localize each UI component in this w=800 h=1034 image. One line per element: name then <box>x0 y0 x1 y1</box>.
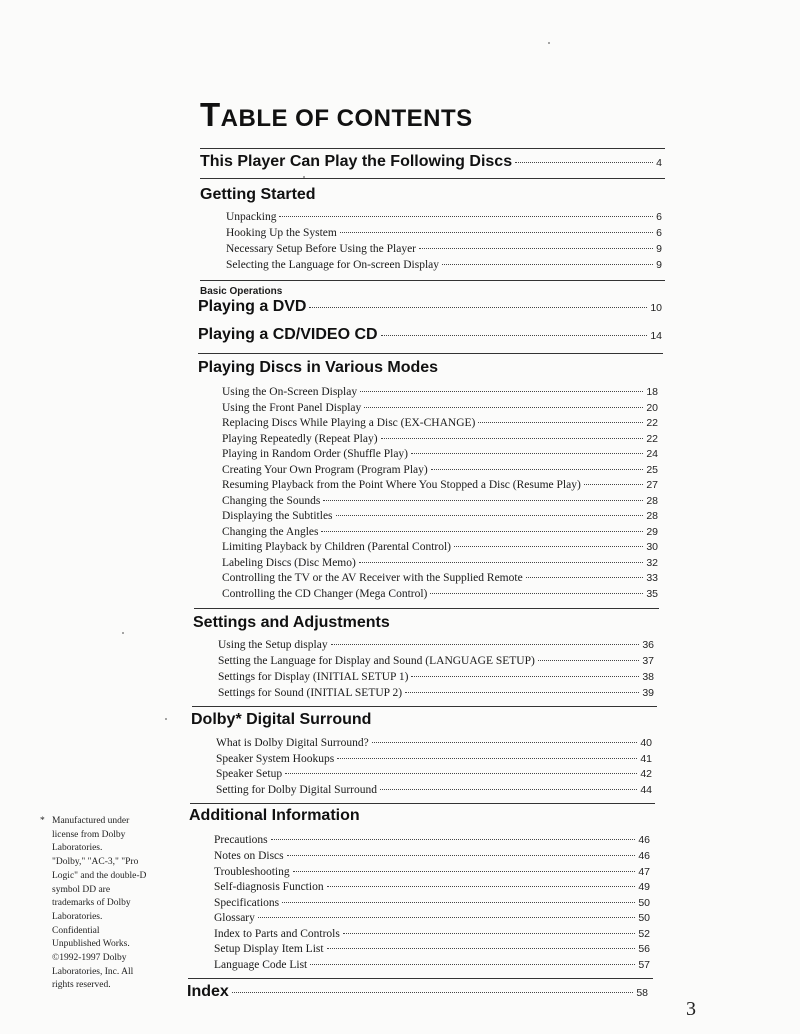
dot-leader <box>515 162 653 163</box>
dot-leader <box>364 407 643 408</box>
dot-leader <box>359 562 643 563</box>
toc-entry[interactable]: Setting for Dolby Digital Surround 44 <box>216 784 652 796</box>
dot-leader <box>431 469 644 470</box>
scan-speck <box>165 718 167 720</box>
page-number: 3 <box>686 998 696 1020</box>
toc-entry[interactable]: Settings for Sound (INITIAL SETUP 2) 39 <box>218 687 654 699</box>
toc-entry[interactable]: Changing the Angles 29 <box>222 525 658 538</box>
toc-entry[interactable]: Changing the Sounds 28 <box>222 494 658 507</box>
toc-entry[interactable]: Speaker System Hookups 41 <box>216 753 652 765</box>
toc-entry-playing-dvd[interactable]: Playing a DVD 10 <box>198 298 662 315</box>
dot-leader <box>293 871 636 872</box>
footnote-marker: * <box>40 816 45 826</box>
dot-leader <box>584 484 644 485</box>
dot-leader <box>279 216 653 217</box>
divider <box>200 280 665 281</box>
toc-entry[interactable]: Settings for Display (INITIAL SETUP 1) 38 <box>218 671 654 683</box>
dot-leader <box>340 232 653 233</box>
toc-entry-index[interactable]: Index 58 <box>187 983 648 1000</box>
dot-leader <box>405 692 639 693</box>
dot-leader <box>419 248 653 249</box>
divider <box>200 178 665 179</box>
toc-entry[interactable]: Using the On-Screen Display 18 <box>222 386 658 398</box>
scan-speck <box>303 176 305 178</box>
divider <box>200 148 665 149</box>
dot-leader <box>336 515 644 516</box>
scan-speck <box>548 42 550 44</box>
section-settings: Settings and Adjustments <box>193 614 390 631</box>
dot-leader <box>430 593 643 594</box>
basic-operations-label: Basic Operations <box>200 286 283 297</box>
toc-entry[interactable]: Specifications 50 <box>214 896 650 909</box>
toc-entry[interactable]: What is Dolby Digital Surround? 40 <box>216 737 652 749</box>
divider <box>192 706 657 707</box>
dot-leader <box>372 742 638 743</box>
toc-entry[interactable]: Controlling the TV or the AV Receiver with the Supplied Remote 33 <box>222 572 658 584</box>
toc-entry[interactable]: Controlling the CD Changer (Mega Control) 35 <box>222 587 658 600</box>
dot-leader <box>381 438 644 439</box>
toc-entry[interactable]: Setup Display Item List 56 <box>214 943 650 955</box>
dot-leader <box>343 933 635 934</box>
toc-entry[interactable]: Unpacking 6 <box>226 211 662 223</box>
dot-leader <box>360 391 643 392</box>
divider <box>188 978 653 979</box>
dot-leader <box>258 917 635 918</box>
dot-leader <box>309 307 647 308</box>
dot-leader <box>337 758 637 759</box>
toc-entry[interactable]: Index to Parts and Controls 52 <box>214 927 650 940</box>
dot-leader <box>411 676 639 677</box>
dot-leader <box>285 773 637 774</box>
divider <box>194 608 659 609</box>
page-title: TABLE OF CONTENTS <box>200 96 473 133</box>
toc-entry[interactable]: Creating Your Own Program (Program Play) 25 <box>222 463 658 476</box>
section-various-modes: Playing Discs in Various Modes <box>198 359 439 376</box>
dot-leader <box>287 855 636 856</box>
dot-leader <box>380 789 637 790</box>
section-getting-started: Getting Started <box>200 186 316 203</box>
dot-leader <box>442 264 653 265</box>
toc-entry[interactable]: Replacing Discs While Playing a Disc (EX-CHANGE) 22 <box>222 417 658 429</box>
toc-entry[interactable]: Limiting Playback by Children (Parental Control) 30 <box>222 541 658 553</box>
toc-entry[interactable]: Hooking Up the System 6 <box>226 227 662 239</box>
dot-leader <box>478 422 643 423</box>
footnote-text: Manufactured under license from Dolby Laboratories. "Dolby," "AC-3," "Pro Logic" and the double-D symbol DD are trademarks of Dolby Laboratories. Confidential Unpublished Works. ©1992-1997 Dolby Laboratories, Inc. All rights reserved. <box>52 816 147 991</box>
toc-entry[interactable]: Selecting the Language for On-screen Display 9 <box>226 259 662 271</box>
dot-leader <box>454 546 643 547</box>
dot-leader <box>538 660 639 661</box>
toc-entry[interactable]: Setting the Language for Display and Sound (LANGUAGE SETUP) 37 <box>218 655 654 667</box>
dolby-footnote <box>40 815 160 993</box>
scan-speck <box>122 632 124 634</box>
toc-entry[interactable]: Displaying the Subtitles 28 <box>222 510 658 522</box>
dot-leader <box>310 964 635 965</box>
dot-leader <box>526 577 644 578</box>
toc-entry[interactable]: Precautions 46 <box>214 834 650 846</box>
section-dolby: Dolby* Digital Surround <box>191 711 372 728</box>
dot-leader <box>327 948 636 949</box>
toc-entry[interactable]: Self-diagnosis Function 49 <box>214 881 650 893</box>
divider <box>198 353 663 354</box>
dot-leader <box>232 992 634 993</box>
dot-leader <box>282 902 635 903</box>
toc-entry[interactable]: Playing Repeatedly (Repeat Play) 22 <box>222 432 658 445</box>
dot-leader <box>327 886 636 887</box>
toc-entry[interactable]: Speaker Setup 42 <box>216 768 652 780</box>
toc-entry[interactable]: Troubleshooting 47 <box>214 865 650 878</box>
dot-leader <box>321 531 643 532</box>
toc-entry[interactable]: Necessary Setup Before Using the Player 9 <box>226 243 662 255</box>
toc-entry[interactable]: Resuming Playback from the Point Where You Stopped a Disc (Resume Play) 27 <box>222 479 658 491</box>
divider <box>190 803 655 804</box>
toc-entry-playing-cd[interactable]: Playing a CD/VIDEO CD 14 <box>198 326 662 343</box>
toc-entry-player-discs[interactable]: This Player Can Play the Following Discs 4 <box>200 153 662 170</box>
dot-leader <box>331 644 640 645</box>
toc-entry[interactable]: Playing in Random Order (Shuffle Play) 24 <box>222 448 658 460</box>
dot-leader <box>271 839 636 840</box>
toc-entry[interactable]: Using the Setup display 36 <box>218 639 654 651</box>
dot-leader <box>411 453 643 454</box>
dot-leader <box>323 500 643 501</box>
section-additional-info: Additional Information <box>189 807 360 824</box>
toc-entry[interactable]: Language Code List 57 <box>214 958 650 971</box>
toc-entry[interactable]: Labeling Discs (Disc Memo) 32 <box>222 556 658 569</box>
toc-entry[interactable]: Using the Front Panel Display 20 <box>222 401 658 414</box>
dot-leader <box>381 335 648 336</box>
toc-entry[interactable]: Glossary 50 <box>214 912 650 924</box>
toc-entry[interactable]: Notes on Discs 46 <box>214 850 650 862</box>
